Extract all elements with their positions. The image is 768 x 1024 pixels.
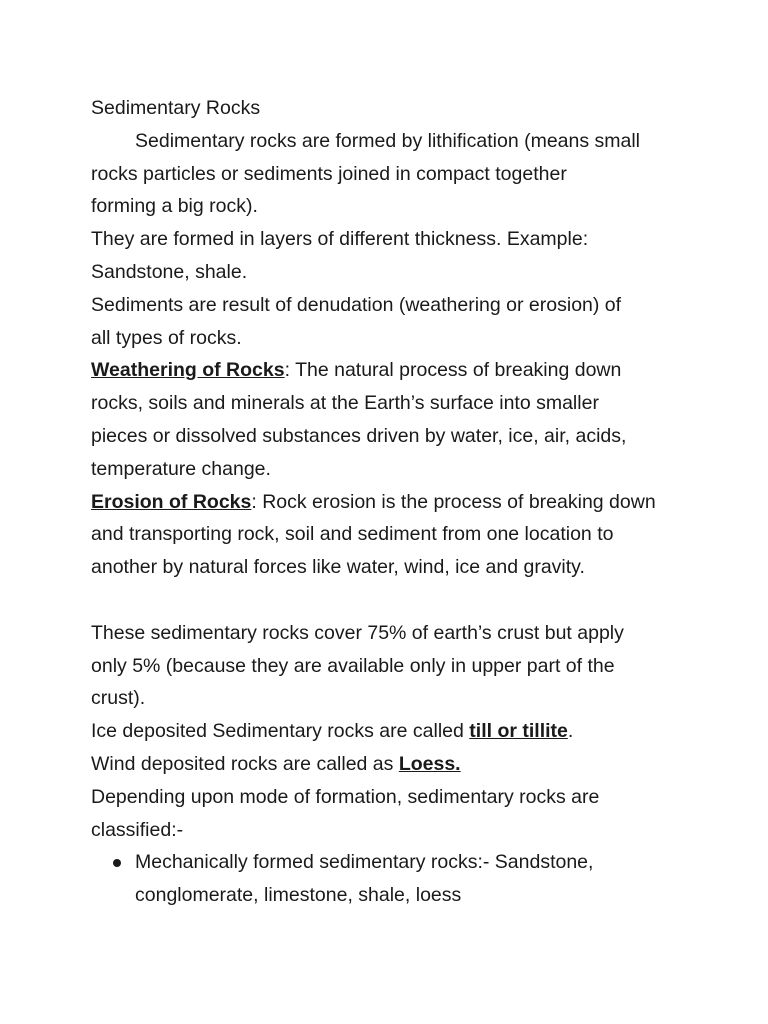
erosion-term: Erosion of Rocks [91,490,252,513]
bullet-text-2: conglomerate, limestone, shale, loess [135,884,462,907]
wind-term: Loess. [398,752,461,775]
document-page [91,92,691,912]
weathering-line-2: rocks, soils and minerals at the Earth’s surface into smaller [91,392,599,415]
erosion-first-rest: : Rock erosion is the process of breaking down [251,490,656,513]
weathering-line-3: pieces or dissolved substances driven by water, ice, air, acids, [91,424,627,447]
coverage-line-3: crust). [91,687,146,710]
bullet-text-1: Mechanically formed sedimentary rocks:- Sandstone, [135,851,594,874]
document-title: Sedimentary Rocks [91,97,261,119]
erosion-heading-line [91,486,691,519]
coverage-line-2: only 5% (because they are available only in upper part of the [91,654,615,677]
layers-line-2: Sandstone, shale. [91,260,248,283]
intro-line-2: rocks particles or sediments joined in compact together [91,162,567,185]
layers-line-1: They are formed in layers of different thickness. Example: [91,228,589,251]
ice-term: till or tillite [469,720,568,743]
intro-line-1: Sedimentary rocks are formed by lithification (means small [135,129,641,152]
weathering-line-4: temperature change. [91,457,271,480]
wind-line [91,748,691,781]
weathering-term: Weathering of Rocks [91,359,285,382]
bullet-item-line-1 [91,846,691,879]
bullet-icon [113,859,121,867]
erosion-line-3: another by natural forces like water, wind, ice and gravity. [91,556,585,579]
wind-prefix: Wind deposited rocks are called as [91,752,399,775]
sediments-line-1: Sediments are result of denudation (weathering or erosion) of [91,293,622,316]
ice-suffix: . [567,720,574,743]
intro-line-3: forming a big rock). [91,195,258,218]
blank-line [91,584,691,617]
ice-line [91,715,691,748]
weathering-heading-line [91,354,691,387]
ice-prefix: Ice deposited Sedimentary rocks are called [91,720,470,743]
classification-line-2: classified:- [91,818,184,841]
sediments-line-2: all types of rocks. [91,326,242,349]
weathering-first-rest: : The natural process of breaking down [284,359,622,382]
bullet-item-line-2 [91,879,691,912]
erosion-line-2: and transporting rock, soil and sediment from one location to [91,523,614,546]
classification-line-1: Depending upon mode of formation, sedimentary rocks are [91,785,600,808]
coverage-line-1: These sedimentary rocks cover 75% of earth’s crust but apply [91,621,624,644]
